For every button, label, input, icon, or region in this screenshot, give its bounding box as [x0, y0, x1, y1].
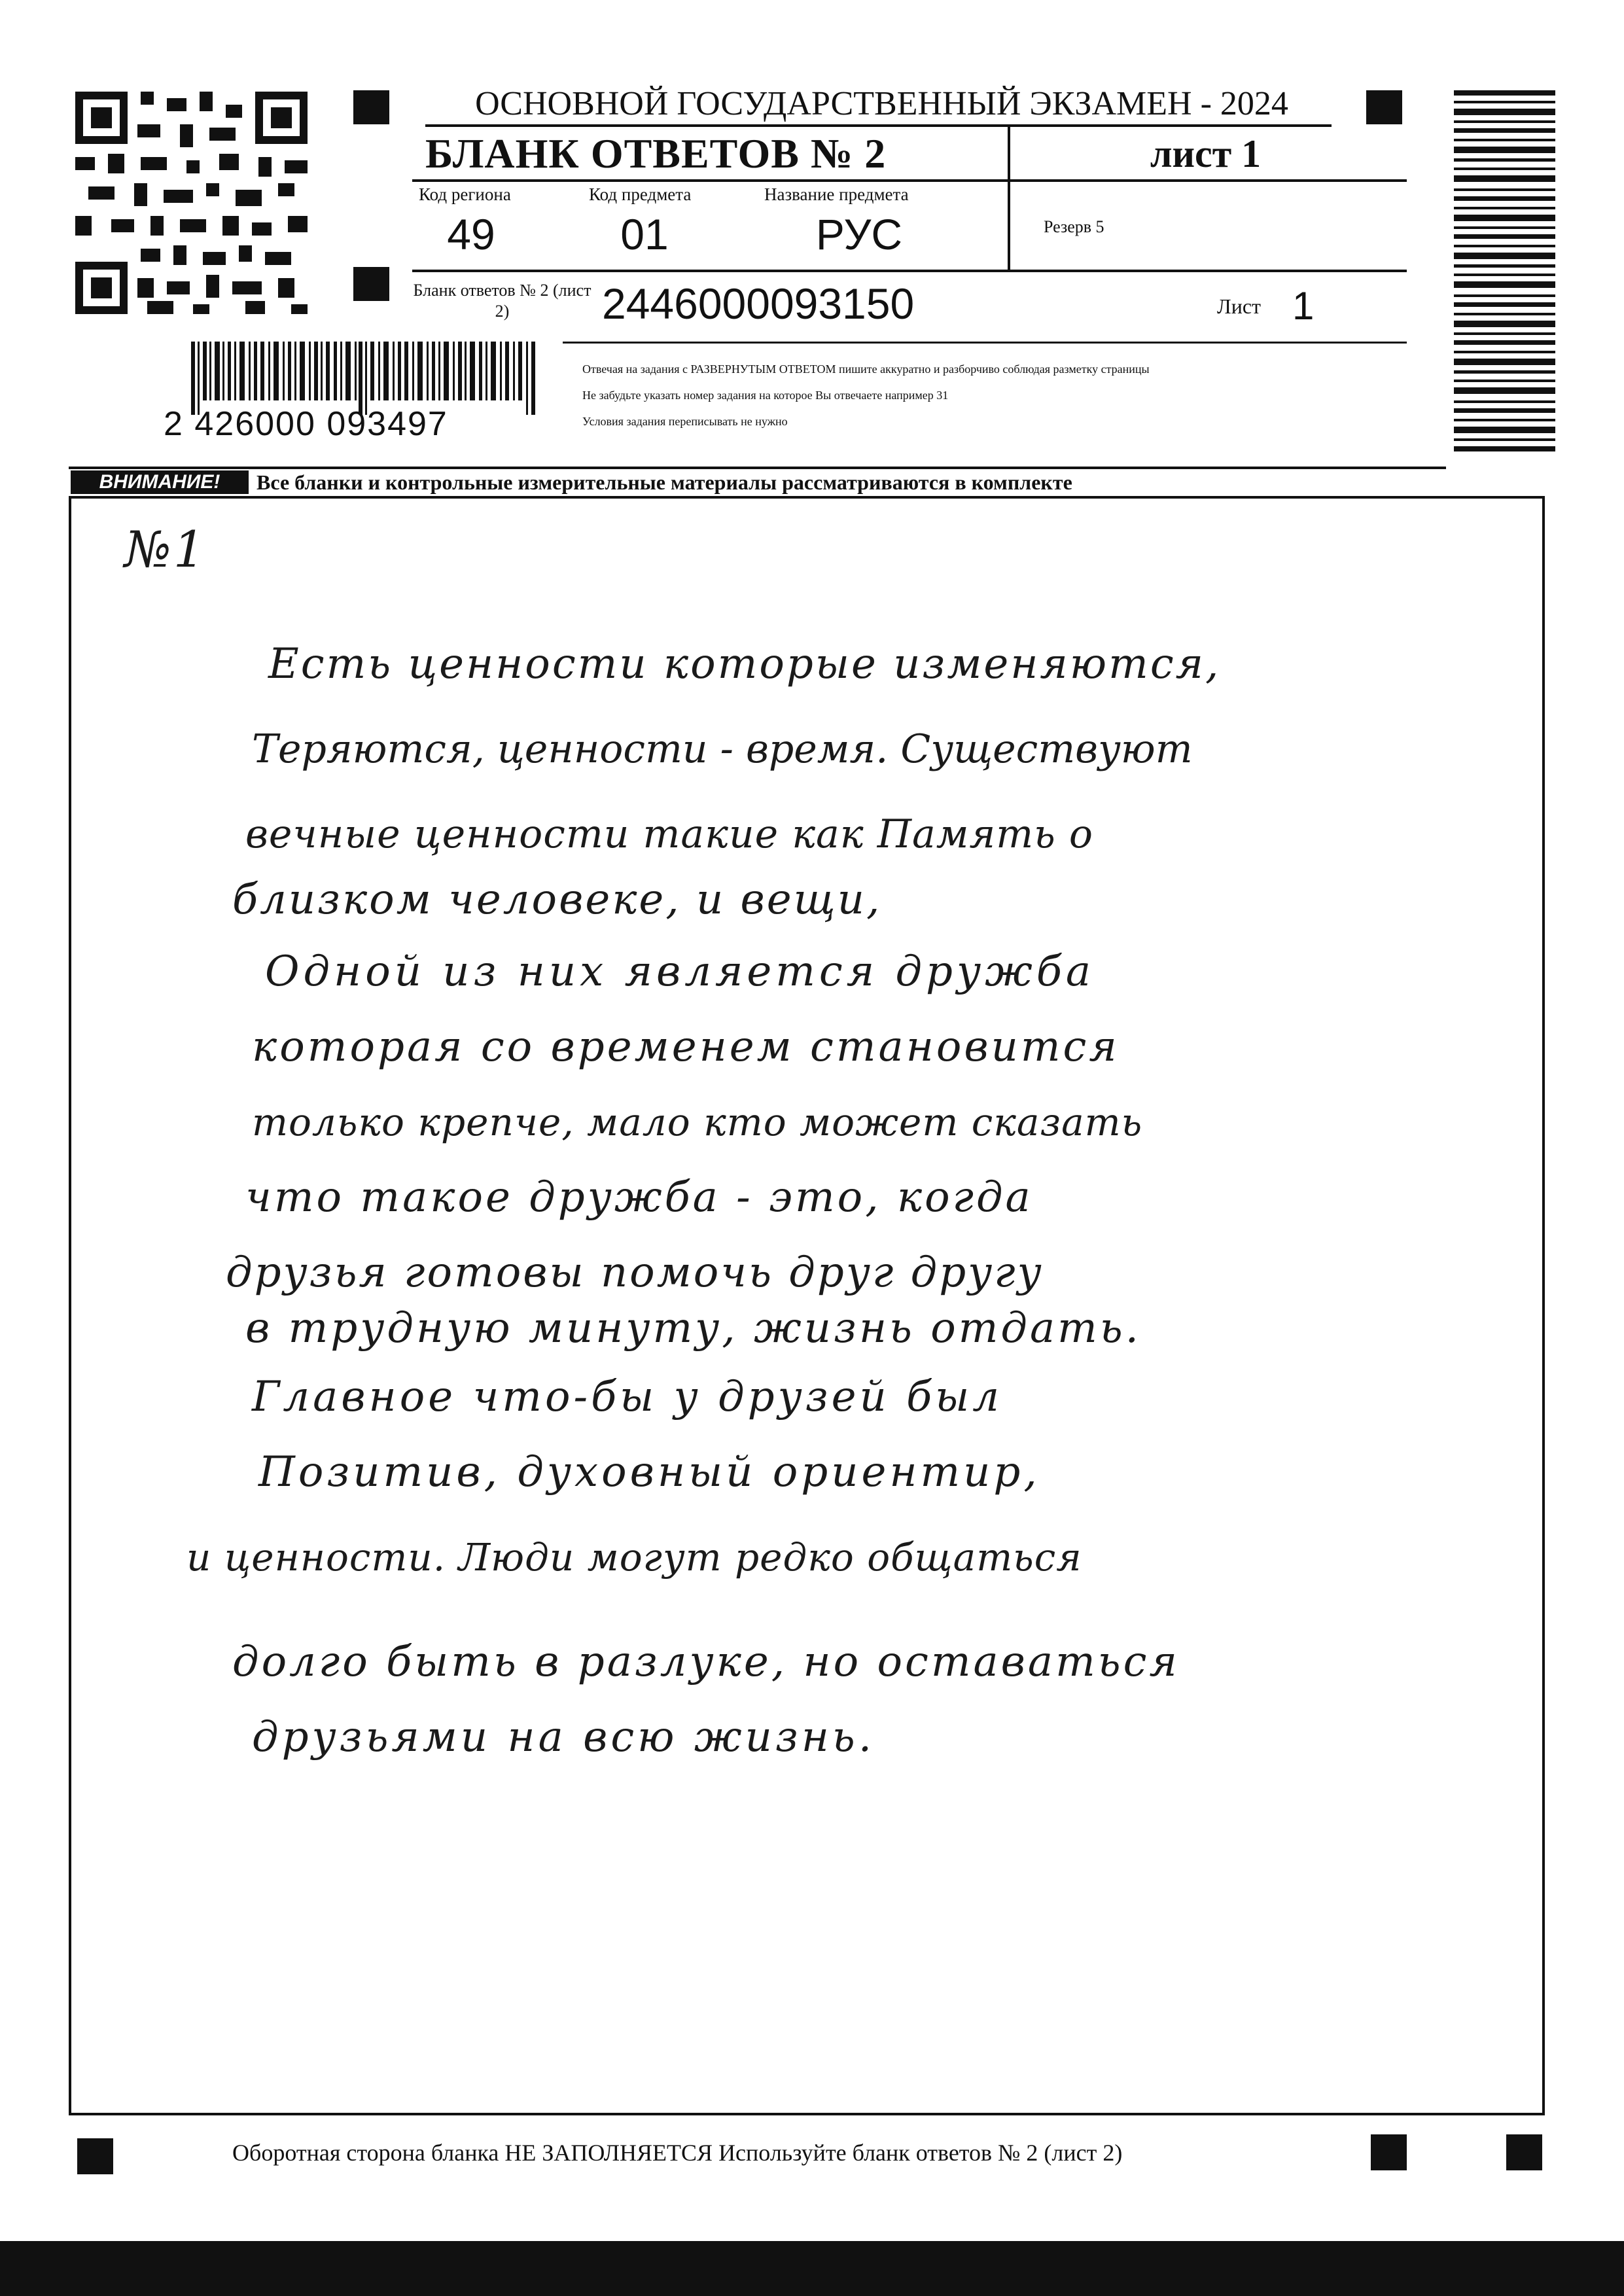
- region-label: Код региона: [419, 185, 511, 204]
- answer-line: друзья готовы помочь друг другу: [226, 1248, 1044, 1297]
- instruction-line-2: Не забудьте указать номер задания на которое Вы отвечаете например 31: [582, 389, 949, 402]
- answer-line: Позитив, духовный ориентир,: [258, 1448, 1040, 1496]
- list-label: Лист: [1217, 294, 1262, 318]
- exam-title: ОСНОВНОЙ ГОСУДАРСТВЕННЫЙ ЭКЗАМЕН - 2024: [475, 85, 1288, 122]
- footer-note: Оборотная сторона бланка НЕ ЗАПОЛНЯЕТСЯ Используйте бланк ответов № 2 (лист 2): [232, 2140, 1123, 2166]
- list-value: 1: [1292, 284, 1315, 328]
- answer-line: которая со временем становится: [252, 1023, 1120, 1071]
- answer-line: Теряются, ценности - время. Существуют: [252, 726, 1193, 772]
- vertical-barcode: [1454, 90, 1555, 457]
- answer-line: и ценности. Люди могут редко общаться: [186, 1535, 1082, 1580]
- answer-line: вечные ценности такие как Память о: [245, 811, 1094, 857]
- notice-badge: ВНИМАНИЕ!: [71, 470, 249, 494]
- sheet-label: лист 1: [1150, 132, 1262, 175]
- form-title: БЛАНК ОТВЕТОВ № 2: [425, 130, 887, 177]
- form-ref-label: Бланк ответов № 2 (лист 2): [413, 281, 591, 321]
- form-number: 2446000093150: [602, 279, 915, 328]
- barcode-number: 2 426000 093497: [164, 405, 448, 443]
- region-value: 49: [447, 210, 495, 258]
- alignment-marker: [1371, 2134, 1407, 2170]
- subject-name-value: РУС: [815, 210, 903, 258]
- alignment-marker: [77, 2138, 113, 2174]
- answer-line: Одной из них является дружба: [265, 947, 1095, 996]
- bottom-edge-band: [0, 2241, 1624, 2296]
- answer-line: долго быть в разлуке, но оставаться: [232, 1638, 1180, 1686]
- answer-line: близком человеке, и вещи,: [232, 875, 882, 924]
- answer-line: что такое дружба - это, когда: [245, 1173, 1033, 1222]
- task-number: №1: [124, 520, 207, 578]
- subject-code-label: Код предмета: [589, 185, 692, 204]
- answer-line: Есть ценности которые изменяются,: [268, 640, 1221, 688]
- alignment-marker: [353, 267, 389, 301]
- instruction-line-1: Отвечая на задания с РАЗВЕРНУТЫМ ОТВЕТОМ пишите аккуратно и разборчиво соблюдая разметку страницы: [582, 362, 1150, 376]
- notice-text: Все бланки и контрольные измерительные материалы рассматриваются в комплекте: [256, 470, 1072, 494]
- reserve-label: Резерв 5: [1044, 217, 1104, 236]
- answer-line: Главное что-бы у друзей был: [252, 1373, 1003, 1421]
- instruction-line-3: Условия задания переписывать не нужно: [582, 415, 788, 428]
- alignment-marker: [1506, 2134, 1542, 2170]
- qr-code: [75, 92, 308, 314]
- alignment-marker: [353, 90, 389, 124]
- alignment-marker: [1366, 90, 1402, 124]
- answer-line: только крепче, мало кто может сказать: [252, 1100, 1143, 1144]
- answer-line: друзьями на всю жизнь.: [252, 1713, 875, 1761]
- answer-line: в трудную минуту, жизнь отдать.: [245, 1304, 1141, 1352]
- subject-code-value: 01: [620, 210, 669, 258]
- subject-name-label: Название предмета: [764, 185, 909, 204]
